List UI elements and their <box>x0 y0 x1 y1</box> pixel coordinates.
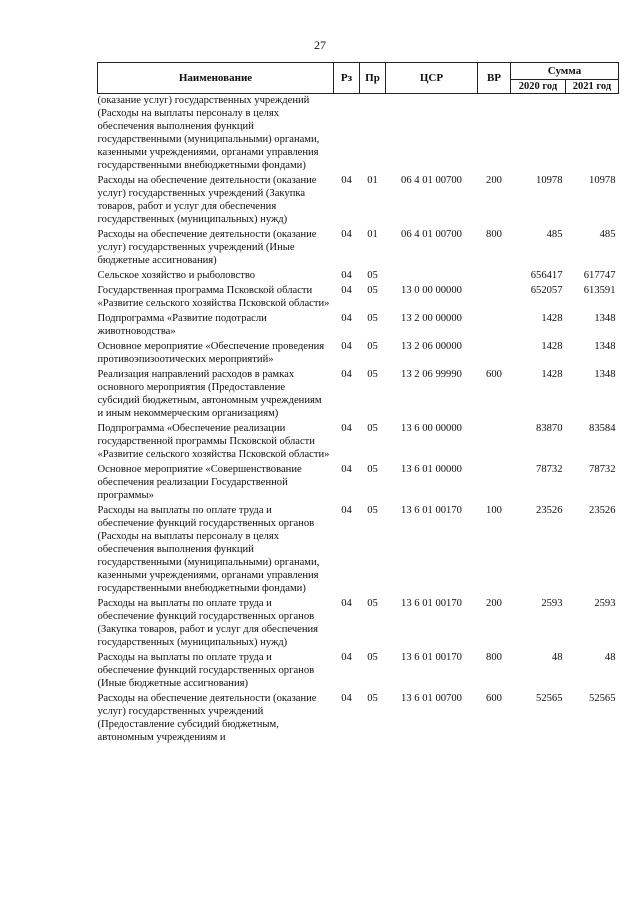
row-rz: 04 <box>341 285 352 296</box>
row-pr: 05 <box>367 505 378 516</box>
row-rz: 04 <box>341 270 352 281</box>
row-csr: 13 6 01 00700 <box>401 693 462 704</box>
row-csr: 13 6 01 00170 <box>401 652 462 663</box>
row-vr: 600 <box>486 369 502 380</box>
table-row <box>98 463 619 504</box>
table-row <box>98 651 619 692</box>
row-csr: 13 0 00 00000 <box>401 285 462 296</box>
row-sum-2020: 1428 <box>541 313 563 324</box>
row-rz: 04 <box>341 423 352 434</box>
row-pr: 05 <box>367 423 378 434</box>
row-vr <box>478 312 511 340</box>
row-csr: 13 6 01 00170 <box>401 598 462 609</box>
row-vr <box>478 340 511 368</box>
row-pr: 05 <box>367 285 378 296</box>
row-vr <box>478 422 511 463</box>
row-name: Основное мероприятие «Обеспечение проведения противоэпизоотических мероприятий» <box>97 341 325 365</box>
header-sum: Сумма <box>511 63 619 80</box>
row-rz: 04 <box>341 175 352 186</box>
row-sum-2021: 78732 <box>589 464 616 475</box>
budget-table <box>97 62 619 746</box>
header-year-2020: 2020 год <box>511 80 566 94</box>
row-csr: 13 2 00 00000 <box>401 313 462 324</box>
row-pr: 05 <box>367 652 378 663</box>
row-name: Реализация направлений расходов в рамках основного мероприятия (Предоставление субсидий бюджетным, автономным учреждениям и иным некоммерческим организациям) <box>97 369 322 419</box>
table-header <box>98 63 619 94</box>
row-pr: 05 <box>367 369 378 380</box>
row-pr: 01 <box>367 175 378 186</box>
row-pr: 05 <box>367 313 378 324</box>
row-sum-2021: 617747 <box>583 270 616 281</box>
row-vr <box>478 284 511 312</box>
row-sum-2021: 10978 <box>589 175 616 186</box>
row-csr: 13 2 06 99990 <box>401 369 462 380</box>
row-sum-2020: 52565 <box>536 693 563 704</box>
row-csr <box>386 269 478 284</box>
row-sum-2020: 48 <box>551 652 563 663</box>
row-name: Расходы на выплаты по оплате труда и обеспечение функций государственных органов (Иные бюджетные ассигнования) <box>97 652 315 689</box>
row-name: Расходы на выплаты по оплате труда и обеспечение функций государственных органов (Закупка товаров, работ и услуг для обеспечения государственных (муниципальных) нужд) <box>97 598 319 648</box>
table-row <box>98 228 619 269</box>
row-sum-2021: 2593 <box>594 598 616 609</box>
row-name: Основное мероприятие «Совершенствование обеспечения реализации Государственной программы» <box>97 464 302 501</box>
row-csr <box>386 94 478 175</box>
row-csr: 13 6 01 00170 <box>401 505 462 516</box>
row-pr: 05 <box>367 341 378 352</box>
table-row <box>98 94 619 175</box>
row-pr: 05 <box>367 464 378 475</box>
row-sum-2021 <box>566 94 619 175</box>
row-rz: 04 <box>341 229 352 240</box>
row-csr: 06 4 01 00700 <box>401 229 462 240</box>
row-sum-2020: 78732 <box>536 464 563 475</box>
row-rz: 04 <box>341 464 352 475</box>
table-row <box>98 368 619 422</box>
row-rz: 04 <box>341 693 352 704</box>
row-csr: 13 6 00 00000 <box>401 423 462 434</box>
row-sum-2021: 1348 <box>594 313 616 324</box>
row-sum-2021: 52565 <box>589 693 616 704</box>
table-row <box>98 692 619 746</box>
header-pr: Пр <box>360 63 386 94</box>
row-name: Расходы на обеспечение деятельности (оказание услуг) государственных учреждений (Закупка товаров, работ и услуг для обеспечения государственных (муниципальных) нужд) <box>97 175 317 225</box>
page-number: 27 <box>314 38 326 52</box>
table-row <box>98 174 619 228</box>
row-csr: 06 4 01 00700 <box>401 175 462 186</box>
row-vr: 100 <box>486 505 502 516</box>
row-rz <box>334 94 360 175</box>
row-sum-2021: 23526 <box>589 505 616 516</box>
row-pr: 05 <box>367 598 378 609</box>
row-rz: 04 <box>341 598 352 609</box>
row-vr <box>478 463 511 504</box>
table-row <box>98 269 619 284</box>
header-vr: ВР <box>478 63 511 94</box>
row-name: Подпрограмма «Развитие подотрасли животноводства» <box>97 313 267 337</box>
row-vr <box>478 269 511 284</box>
row-sum-2020: 652057 <box>530 285 563 296</box>
row-sum-2020: 656417 <box>530 270 563 281</box>
row-sum-2021: 485 <box>599 229 616 240</box>
row-name: Подпрограмма «Обеспечение реализации государственной программы Псковской области «Развитие сельского хозяйства Псковской области» <box>97 423 330 460</box>
row-sum-2020: 2593 <box>541 598 563 609</box>
row-rz: 04 <box>341 505 352 516</box>
row-rz: 04 <box>341 369 352 380</box>
row-vr <box>478 94 511 175</box>
row-name: (оказание услуг) государственных учреждений (Расходы на выплаты персоналу в целях обеспечения выполнения функций государственными (муниципальными) органами, казенными учреждениями, органами управления государственными внебюджетными фондами) <box>97 95 320 171</box>
row-sum-2021: 48 <box>604 652 616 663</box>
row-sum-2021: 613591 <box>583 285 616 296</box>
table-row <box>98 340 619 368</box>
row-rz: 04 <box>341 313 352 324</box>
row-name: Расходы на выплаты по оплате труда и обеспечение функций государственных органов (Расходы на выплаты персоналу в целях обеспечения выполнения функций государственными (муниципальными) органами, казенными учреждениями, органами управления государственными внебюджетными фондами) <box>97 505 320 594</box>
row-sum-2020: 1428 <box>541 369 563 380</box>
table-row <box>98 504 619 597</box>
row-vr: 200 <box>486 598 502 609</box>
table-row <box>98 312 619 340</box>
table-row <box>98 597 619 651</box>
row-sum-2020 <box>511 94 566 175</box>
row-sum-2021: 1348 <box>594 341 616 352</box>
row-name: Расходы на обеспечение деятельности (оказание услуг) государственных учреждений (Иные бюджетные ассигнования) <box>97 229 317 266</box>
row-vr: 800 <box>486 229 502 240</box>
row-name: Сельское хозяйство и рыболовство <box>97 270 256 281</box>
header-rz: Рз <box>334 63 360 94</box>
table-row <box>98 422 619 463</box>
table-body <box>98 94 619 747</box>
row-pr: 05 <box>367 270 378 281</box>
row-pr: 05 <box>367 693 378 704</box>
row-sum-2021: 83584 <box>589 423 616 434</box>
row-rz: 04 <box>341 652 352 663</box>
row-csr: 13 2 06 00000 <box>401 341 462 352</box>
row-rz: 04 <box>341 341 352 352</box>
row-name: Государственная программа Псковской области «Развитие сельского хозяйства Псковской области» <box>97 285 330 309</box>
row-sum-2020: 1428 <box>541 341 563 352</box>
row-vr: 200 <box>486 175 502 186</box>
table-row <box>98 284 619 312</box>
row-name: Расходы на обеспечение деятельности (оказание услуг) государственных учреждений (Предоставление субсидий бюджетным, автономным учреждениям и <box>97 693 317 743</box>
row-sum-2020: 485 <box>546 229 563 240</box>
row-vr: 600 <box>486 693 502 704</box>
row-sum-2021: 1348 <box>594 369 616 380</box>
header-csr: ЦСР <box>386 63 478 94</box>
header-name: Наименование <box>98 63 334 94</box>
row-sum-2020: 10978 <box>536 175 563 186</box>
header-year-2021: 2021 год <box>566 80 619 94</box>
row-pr <box>360 94 386 175</box>
row-pr: 01 <box>367 229 378 240</box>
row-csr: 13 6 01 00000 <box>401 464 462 475</box>
row-vr: 800 <box>486 652 502 663</box>
row-sum-2020: 83870 <box>536 423 563 434</box>
row-sum-2020: 23526 <box>536 505 563 516</box>
